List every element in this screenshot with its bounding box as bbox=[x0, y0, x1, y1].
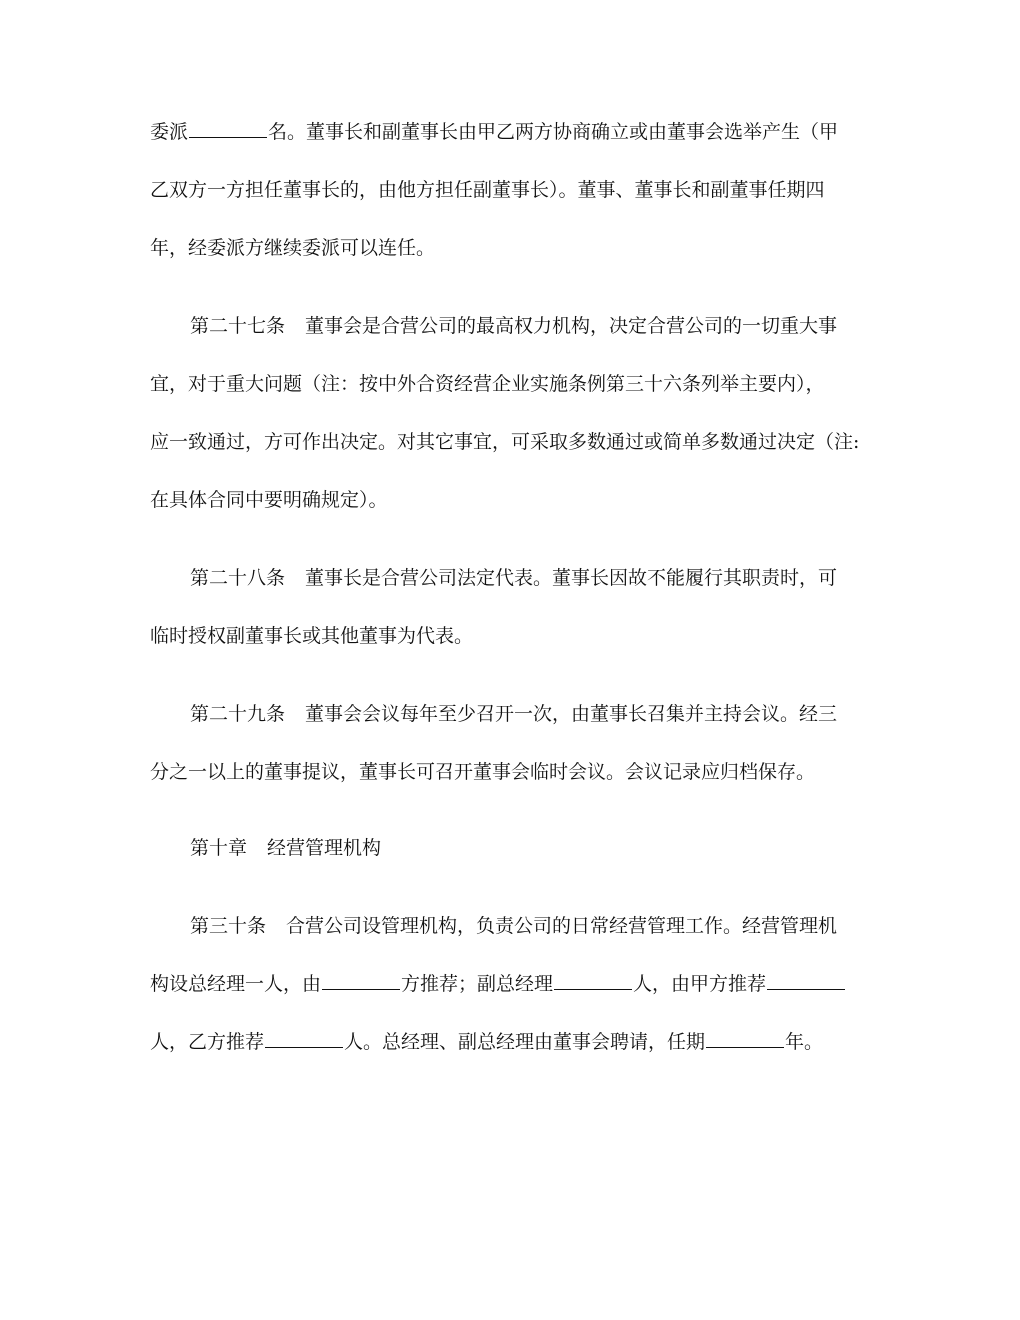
text: 董事会是合营公司的最高权力机构，决定合营公司的一切重大事 bbox=[305, 315, 838, 337]
article-30-line-2 bbox=[150, 965, 872, 1003]
article-27-line-1 bbox=[150, 307, 872, 345]
text: 董事长是合营公司法定代表。董事长因故不能履行其职责时，可 bbox=[305, 567, 838, 589]
blank-field bbox=[554, 988, 632, 990]
text: 年，经委派方继续委派可以连任。 bbox=[150, 237, 436, 259]
article-30-line-3 bbox=[150, 1023, 872, 1061]
text: 委派 bbox=[150, 121, 189, 143]
text: 应一致通过，方可作出决定。对其它事宜，可采取多数通过或简单多数通过决定（注: bbox=[150, 431, 860, 453]
article-27-line-2 bbox=[150, 365, 872, 403]
article-heading: 第二十九条 bbox=[190, 703, 286, 725]
article-heading: 第二十八条 bbox=[190, 567, 286, 589]
blank-field bbox=[265, 1046, 343, 1048]
para-1-line-2 bbox=[150, 171, 872, 209]
article-heading: 第二十七条 bbox=[190, 315, 286, 337]
document-page bbox=[150, 113, 872, 1081]
para-1-line-1 bbox=[150, 113, 872, 151]
article-29-line-2 bbox=[150, 753, 872, 791]
text: 合营公司设管理机构，负责公司的日常经营管理工作。经营管理机 bbox=[286, 915, 838, 937]
text: 年。 bbox=[785, 1031, 824, 1053]
text: 分之一以上的董事提议，董事长可召开董事会临时会议。会议记录应归档保存。 bbox=[150, 761, 816, 783]
blank-field bbox=[706, 1046, 784, 1048]
article-heading: 第三十条 bbox=[190, 915, 267, 937]
article-27-line-3 bbox=[150, 423, 872, 461]
article-28-line-1 bbox=[150, 559, 872, 597]
text: 名。董事长和副董事长由甲乙两方协商确立或由董事会选举产生（甲 bbox=[268, 121, 839, 143]
article-28-line-2 bbox=[150, 617, 872, 655]
text: 构设总经理一人，由 bbox=[150, 973, 322, 995]
para-1-line-3 bbox=[150, 229, 872, 267]
article-30-line-1 bbox=[150, 907, 872, 945]
text: 人，乙方推荐 bbox=[150, 1031, 265, 1053]
text: 宜，对于重大问题（注：按中外合资经营企业实施条例第三十六条列举主要内）， bbox=[150, 373, 825, 395]
chapter-number: 第十章 bbox=[190, 837, 248, 859]
text: 乙双方一方担任董事长的，由他方担任副董事长）。董事、董事长和副董事任期四 bbox=[150, 179, 825, 201]
blank-field bbox=[767, 988, 845, 990]
text: 方推荐；副总经理 bbox=[401, 973, 554, 995]
article-27-line-4 bbox=[150, 481, 872, 519]
text: 人。总经理、副总经理由董事会聘请，任期 bbox=[344, 1031, 706, 1053]
text: 人，由甲方推荐 bbox=[633, 973, 767, 995]
blank-field bbox=[322, 988, 400, 990]
chapter-title: 经营管理机构 bbox=[267, 837, 382, 859]
chapter-10-heading bbox=[150, 829, 872, 867]
article-29-line-1 bbox=[150, 695, 872, 733]
text: 董事会会议每年至少召开一次，由董事长召集并主持会议。经三 bbox=[305, 703, 838, 725]
text: 临时授权副董事长或其他董事为代表。 bbox=[150, 625, 474, 647]
blank-field bbox=[189, 136, 267, 138]
text: 在具体合同中要明确规定）。 bbox=[150, 489, 388, 511]
